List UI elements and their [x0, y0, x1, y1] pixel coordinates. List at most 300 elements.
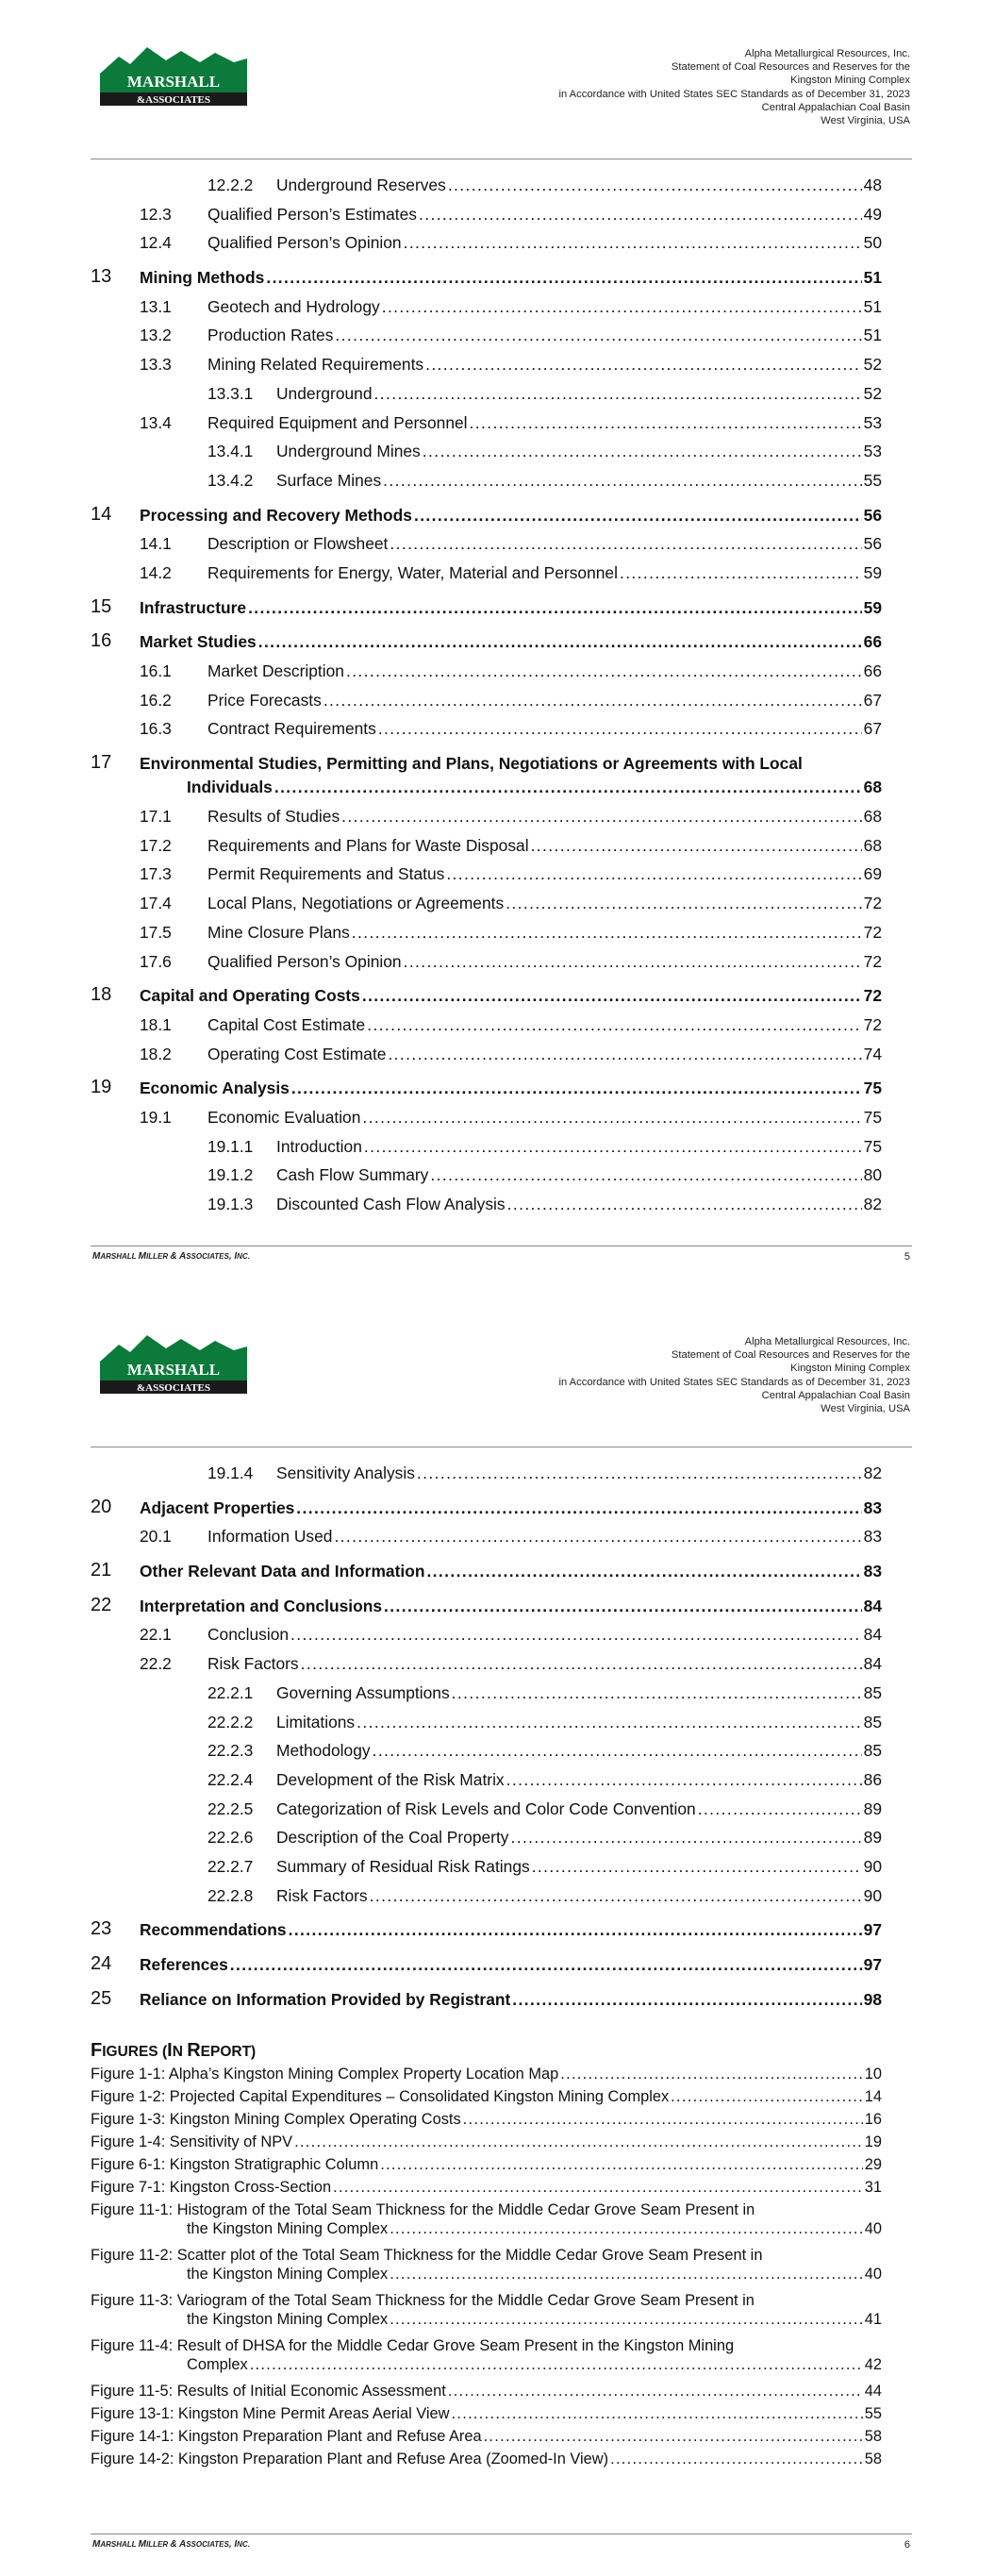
toc-number: 19.1: [140, 1107, 172, 1127]
toc-number: 25: [91, 1987, 112, 2009]
toc-title: Categorization of Risk Levels and Color Code Convention: [276, 1798, 696, 1818]
toc-title: Market Description: [207, 661, 344, 680]
toc-title: Mining Methods: [140, 268, 265, 288]
toc-title: Infrastructure: [140, 597, 247, 617]
toc-page: 66: [863, 632, 882, 652]
toc-number: 17.5: [140, 922, 172, 942]
toc-entry[interactable]: [91, 917, 882, 946]
figure-entry[interactable]: [91, 2066, 882, 2088]
toc-entry[interactable]: [91, 1707, 882, 1736]
toc-page: 67: [863, 690, 882, 710]
figure-page: 10: [864, 2066, 882, 2083]
leader-dots: [452, 1683, 862, 1703]
toc-number: 17.4: [140, 894, 172, 913]
toc-page: 53: [863, 442, 882, 461]
header-line: Alpha Metallurgical Resources, Inc.: [744, 1336, 910, 1347]
svg-text:&ASSOCIATES: &ASSOCIATES: [136, 1382, 211, 1394]
figure-title: Figure 11-1: Histogram of the Total Seam Thickness for the Middle Cedar Grove Seam Present in: [91, 2201, 755, 2218]
page-number: 5: [904, 1251, 910, 1263]
toc-entry[interactable]: [91, 1591, 882, 1620]
toc-number: 19.1.4: [207, 1464, 254, 1482]
figure-title: Figure 1-1: Alpha’s Kingston Mining Complex Property Location Map: [91, 2066, 559, 2083]
toc-page: 68: [863, 835, 882, 855]
leader-dots: [370, 1886, 862, 1906]
document-page-2: [0, 1288, 995, 2576]
toc-title: Geotech and Hydrology: [207, 296, 380, 316]
toc-page: 90: [863, 1885, 882, 1905]
toc-page: 82: [863, 1195, 882, 1213]
toc-title: Permit Requirements and Status: [207, 864, 445, 884]
leader-dots: [357, 1713, 862, 1732]
toc-number: 19.1.2: [207, 1165, 254, 1185]
figure-entry[interactable]: [91, 2088, 882, 2111]
leader-dots: [250, 2356, 863, 2374]
toc-title: Market Studies: [140, 632, 257, 652]
leader-dots: [294, 2133, 863, 2151]
figure-title-cont: the Kingston Mining Complex: [187, 2220, 389, 2237]
toc-entry[interactable]: [91, 465, 882, 494]
toc-title: Development of the Risk Matrix: [276, 1769, 505, 1789]
leader-dots: [291, 1079, 862, 1098]
toc-entry[interactable]: [91, 378, 882, 408]
figure-entry[interactable]: [91, 2201, 882, 2247]
toc-page: 52: [863, 383, 882, 403]
toc-page: 85: [863, 1741, 882, 1761]
figure-page: 58: [864, 2451, 882, 2467]
leader-dots: [333, 2179, 863, 2197]
toc-number: 20.1: [140, 1527, 172, 1547]
leader-dots: [463, 2111, 863, 2129]
toc-title: Cash Flow Summary: [276, 1165, 429, 1185]
toc-number: 19.1.1: [207, 1136, 254, 1156]
toc-page: 72: [863, 894, 882, 913]
toc-page: 84: [863, 1654, 882, 1674]
leader-dots: [334, 1527, 861, 1547]
toc-page: 75: [863, 1136, 882, 1156]
figure-title: Figure 7-1: Kingston Cross-Section: [91, 2179, 332, 2196]
leader-dots: [671, 2088, 863, 2106]
toc-entry[interactable]: [91, 1648, 882, 1678]
leader-dots: [423, 442, 862, 461]
toc-title: Production Rates: [207, 326, 334, 345]
toc-page: 69: [863, 864, 882, 884]
toc-entry[interactable]: [91, 1039, 882, 1068]
toc-entry[interactable]: [91, 1881, 882, 1910]
toc-title: Contract Requirements: [207, 719, 376, 739]
leader-dots: [384, 1597, 862, 1616]
toc-number: 13.4.2: [207, 470, 254, 490]
footer-company: MARSHALL MILLER & ASSOCIATES, INC.: [92, 1251, 250, 1262]
toc-title: Qualified Person’s Estimates: [207, 204, 417, 224]
toc-entry[interactable]: [91, 859, 882, 888]
toc-title: Local Plans, Negotiations or Agreements: [207, 894, 505, 913]
svg-text:MARSHALL: MARSHALL: [126, 73, 221, 91]
leader-dots: [364, 1137, 862, 1157]
figure-entry[interactable]: [91, 2111, 882, 2133]
leader-dots: [448, 2383, 863, 2400]
toc-number: 17.2: [140, 835, 172, 855]
figure-page: 31: [864, 2179, 882, 2196]
leader-dots: [362, 1108, 861, 1128]
toc-title: Results of Studies: [207, 807, 340, 827]
toc-entry[interactable]: [91, 888, 882, 917]
figure-entry[interactable]: [91, 2428, 882, 2451]
toc-entry[interactable]: [91, 1765, 882, 1794]
toc-number: 22: [91, 1594, 112, 1615]
marshall-miller-logo: [98, 1330, 249, 1397]
toc-entry[interactable]: [91, 1619, 882, 1648]
toc-number: 17.3: [140, 864, 172, 884]
toc-entry[interactable]: [91, 227, 882, 257]
toc-page: 85: [863, 1712, 882, 1731]
toc-page: 84: [863, 1596, 882, 1615]
figure-entry[interactable]: [91, 2247, 882, 2292]
toc-number: 14.2: [140, 562, 172, 582]
toc-title: Description of the Coal Property: [276, 1828, 509, 1848]
toc-number: 17.1: [140, 807, 172, 827]
toc-number: 13.4: [140, 412, 172, 432]
report-header: [558, 1335, 910, 1415]
toc-entry[interactable]: [91, 1010, 882, 1039]
figure-page: 41: [864, 2311, 882, 2328]
leader-dots: [380, 2156, 863, 2174]
table-of-contents: [91, 1458, 882, 2013]
toc-entry[interactable]: [91, 1131, 882, 1161]
toc-entry[interactable]: [91, 558, 882, 587]
leader-dots: [346, 661, 862, 681]
toc-title: Introduction: [276, 1136, 362, 1156]
toc-entry[interactable]: [91, 1493, 882, 1522]
figure-title: Figure 11-4: Result of DHSA for the Middle Cedar Grove Seam Present in the Kingston Mining: [91, 2337, 735, 2354]
toc-page: 89: [863, 1798, 882, 1818]
leader-dots: [430, 1165, 861, 1185]
toc-title: Conclusion: [207, 1625, 290, 1645]
toc-entry[interactable]: [91, 1458, 882, 1487]
figure-title: Figure 11-5: Results of Initial Economic Assessment: [91, 2383, 446, 2400]
leader-dots: [323, 691, 862, 711]
leader-dots: [374, 384, 862, 404]
toc-entry[interactable]: [91, 1160, 882, 1189]
toc-page: 51: [863, 268, 882, 288]
figure-page: 58: [864, 2428, 882, 2445]
leader-dots: [390, 534, 861, 554]
leader-dots: [362, 986, 862, 1006]
leader-dots: [452, 2405, 863, 2423]
toc-page: 53: [863, 412, 882, 432]
toc-entry[interactable]: [91, 1984, 882, 2014]
toc-page: 84: [863, 1625, 882, 1645]
figure-entry[interactable]: [91, 2292, 882, 2337]
toc-title: Limitations: [276, 1712, 356, 1731]
toc-title: Mine Closure Plans: [207, 922, 350, 942]
toc-entry[interactable]: [91, 349, 882, 378]
toc-entry[interactable]: [91, 627, 882, 656]
figures-heading: FIGURES (IN REPORT): [91, 2040, 257, 2061]
toc-title: Risk Factors: [207, 1654, 299, 1674]
toc-entry[interactable]: [91, 1521, 882, 1550]
toc-number: 22.2.4: [207, 1769, 254, 1789]
toc-entry[interactable]: [91, 1189, 882, 1218]
leader-dots: [414, 506, 862, 526]
figure-entry[interactable]: [91, 2156, 882, 2179]
toc-number: 16.3: [140, 719, 172, 739]
figure-page: 19: [864, 2133, 882, 2150]
leader-dots: [390, 2220, 863, 2238]
toc-entry[interactable]: [91, 1851, 882, 1881]
toc-page: 68: [863, 778, 882, 797]
toc-title: Description or Flowsheet: [207, 534, 389, 554]
toc-title: Discounted Cash Flow Analysis: [276, 1195, 506, 1213]
leader-dots: [426, 1562, 861, 1581]
toc-title: Capital Cost Estimate: [207, 1014, 366, 1034]
header-line: Kingston Mining Complex: [790, 75, 910, 87]
toc-page: 74: [863, 1044, 882, 1063]
leader-dots: [506, 894, 861, 913]
leader-dots: [419, 205, 862, 225]
toc-title: Surface Mines: [276, 470, 382, 490]
toc-title: Summary of Residual Risk Ratings: [276, 1856, 530, 1876]
leader-dots: [506, 1770, 862, 1790]
toc-page: 51: [863, 296, 882, 316]
toc-number: 13.3: [140, 355, 172, 375]
toc-entry[interactable]: [91, 685, 882, 714]
toc-entry[interactable]: [91, 199, 882, 228]
toc-entry[interactable]: [91, 292, 882, 321]
toc-number: 22.2.8: [207, 1885, 254, 1905]
toc-entry[interactable]: [91, 1735, 882, 1765]
toc-page: 56: [863, 534, 882, 554]
toc-title: References: [140, 1955, 228, 1974]
toc-title: Environmental Studies, Permitting and Plans, Negotiations or Agreements with Local: [140, 754, 803, 774]
toc-entry[interactable]: [91, 593, 882, 622]
toc-number: 24: [91, 1953, 112, 1974]
toc-entry[interactable]: [91, 262, 882, 292]
toc-number: 22.2.7: [207, 1856, 254, 1876]
toc-entry[interactable]: [91, 748, 882, 801]
leader-dots: [382, 297, 862, 317]
leader-dots: [531, 836, 862, 856]
leader-dots: [352, 923, 862, 943]
toc-entry[interactable]: [91, 528, 882, 558]
toc-page: 51: [863, 326, 882, 345]
toc-entry[interactable]: [91, 1794, 882, 1823]
toc-number: 14: [91, 503, 112, 525]
leader-dots: [367, 1015, 861, 1035]
leader-dots: [390, 2266, 863, 2283]
toc-title: Sensitivity Analysis: [276, 1464, 415, 1482]
toc-title: Price Forecasts: [207, 690, 322, 710]
toc-title: Economic Evaluation: [207, 1107, 361, 1127]
toc-number: 16: [91, 630, 112, 652]
toc-entry[interactable]: [91, 408, 882, 437]
toc-entry[interactable]: [91, 830, 882, 860]
toc-number: 18.2: [140, 1044, 172, 1063]
toc-number: 16.1: [140, 661, 172, 680]
leader-dots: [341, 807, 861, 827]
toc-title: Adjacent Properties: [140, 1497, 295, 1517]
figure-entry[interactable]: [91, 2383, 882, 2405]
toc-number: 17.6: [140, 951, 172, 971]
leader-dots: [301, 1654, 862, 1674]
toc-entry[interactable]: [91, 436, 882, 465]
toc-entry[interactable]: [91, 1073, 882, 1102]
leader-dots: [470, 413, 862, 433]
toc-page: 75: [863, 1107, 882, 1127]
figure-title: Figure 14-2: Kingston Preparation Plant and Refuse Area (Zoomed-In View): [91, 2451, 609, 2467]
leader-dots: [404, 952, 862, 972]
toc-number: 20: [91, 1496, 112, 1517]
figure-entry[interactable]: [91, 2451, 882, 2473]
toc-number: 22.1: [140, 1625, 172, 1645]
toc-number: 22.2.2: [207, 1712, 254, 1731]
header-line: Central Appalachian Coal Basin: [761, 1389, 910, 1401]
figure-title: Figure 1-4: Sensitivity of NPV: [91, 2133, 293, 2150]
leader-dots: [296, 1498, 861, 1518]
toc-title: Capital and Operating Costs: [140, 986, 360, 1006]
toc-page: 97: [863, 1955, 882, 1974]
toc-page: 49: [863, 204, 882, 224]
toc-entry[interactable]: [91, 1822, 882, 1851]
leader-dots: [484, 2428, 863, 2446]
footer-company: MARSHALL MILLER & ASSOCIATES, INC.: [92, 2539, 250, 2550]
toc-title: Reliance on Information Provided by Registrant: [140, 1989, 511, 2009]
toc-title: Mining Related Requirements: [207, 355, 424, 375]
toc-number: 22.2.1: [207, 1682, 254, 1702]
toc-number: 13.3.1: [207, 383, 254, 403]
toc-page: 90: [863, 1856, 882, 1876]
toc-page: 83: [863, 1527, 882, 1547]
toc-page: 52: [863, 355, 882, 375]
toc-page: 56: [863, 505, 882, 525]
toc-entry[interactable]: [91, 1102, 882, 1131]
toc-entry[interactable]: [91, 656, 882, 685]
page-number: 6: [904, 2539, 910, 2551]
figure-page: 14: [864, 2088, 882, 2105]
figure-title-cont: the Kingston Mining Complex: [187, 2311, 389, 2328]
toc-page: 67: [863, 719, 882, 739]
toc-title: Underground Reserves: [276, 176, 446, 194]
toc-number: 12.4: [140, 233, 172, 253]
toc-entry[interactable]: [91, 1556, 882, 1585]
toc-entry[interactable]: [91, 801, 882, 830]
toc-entry[interactable]: [91, 320, 882, 349]
toc-page: 85: [863, 1682, 882, 1702]
leader-dots: [390, 2311, 863, 2329]
figure-entry[interactable]: [91, 2405, 882, 2428]
toc-number: 12.3: [140, 204, 172, 224]
toc-title: Governing Assumptions: [276, 1682, 450, 1702]
header-line: in Accordance with United States SEC Standards as of December 31, 2023: [558, 1376, 910, 1388]
leader-dots: [610, 2451, 863, 2468]
leader-dots: [512, 1990, 861, 2010]
figure-title: Figure 6-1: Kingston Stratigraphic Column: [91, 2156, 379, 2173]
leader-dots: [289, 1920, 862, 1940]
leader-dots: [417, 1464, 862, 1483]
toc-title: Qualified Person’s Opinion: [207, 233, 402, 253]
toc-number: 22.2.5: [207, 1798, 254, 1818]
table-of-contents: [91, 170, 882, 1218]
leader-dots: [510, 1828, 861, 1848]
toc-page: 80: [863, 1165, 882, 1185]
toc-page: 89: [863, 1828, 882, 1848]
toc-entry[interactable]: [91, 500, 882, 529]
toc-page: 83: [863, 1497, 882, 1517]
figure-page: 29: [864, 2156, 882, 2173]
toc-title: Qualified Person’s Opinion: [207, 951, 402, 971]
figure-title-cont: Complex: [187, 2356, 248, 2373]
toc-entry[interactable]: [91, 946, 882, 976]
toc-number: 15: [91, 595, 112, 617]
figure-title: Figure 1-3: Kingston Mining Complex Operating Costs: [91, 2111, 461, 2128]
header-line: Alpha Metallurgical Resources, Inc.: [744, 48, 910, 59]
figure-entry[interactable]: [91, 2179, 882, 2201]
toc-title: Underground Mines: [276, 442, 421, 461]
figure-page: 42: [864, 2356, 882, 2373]
figure-page: 44: [864, 2383, 882, 2400]
leader-dots: [620, 563, 862, 583]
leader-dots: [448, 176, 862, 195]
toc-entry[interactable]: [91, 170, 882, 199]
toc-title: Methodology: [276, 1741, 371, 1761]
list-of-figures: [91, 2066, 882, 2473]
toc-title: Requirements and Plans for Waste Disposal: [207, 835, 529, 855]
report-header: [558, 47, 910, 127]
leader-dots: [378, 719, 862, 739]
header-line: West Virginia, USA: [821, 115, 910, 127]
header-line: West Virginia, USA: [821, 1403, 910, 1415]
toc-entry[interactable]: [91, 1915, 882, 1944]
toc-entry[interactable]: [91, 980, 882, 1010]
toc-page: 68: [863, 807, 882, 827]
toc-entry[interactable]: [91, 713, 882, 743]
toc-page: 48: [863, 176, 882, 194]
toc-page: 50: [863, 233, 882, 253]
figure-entry[interactable]: [91, 2133, 882, 2156]
figure-entry[interactable]: [91, 2337, 882, 2383]
leader-dots: [248, 598, 862, 618]
toc-page: 86: [863, 1769, 882, 1789]
leader-dots: [446, 864, 861, 884]
toc-entry[interactable]: [91, 1678, 882, 1707]
leader-dots: [698, 1799, 862, 1819]
toc-number: 13.4.1: [207, 442, 254, 461]
header-line: Statement of Coal Resources and Reserves for the: [671, 1349, 910, 1362]
toc-number: 18.1: [140, 1014, 172, 1034]
toc-title: Required Equipment and Personnel: [207, 412, 468, 432]
toc-page: 55: [863, 470, 882, 490]
figure-title: Figure 14-1: Kingston Preparation Plant and Refuse Area: [91, 2428, 482, 2445]
toc-entry[interactable]: [91, 1949, 882, 1979]
toc-title-cont: Individuals: [187, 778, 273, 797]
toc-page: 66: [863, 661, 882, 680]
toc-number: 16.2: [140, 690, 172, 710]
toc-number: 22.2: [140, 1654, 172, 1674]
leader-dots: [290, 1625, 862, 1645]
toc-number: 23: [91, 1918, 112, 1940]
figure-title: Figure 11-3: Variogram of the Total Seam Thickness for the Middle Cedar Grove Seam Present in: [91, 2292, 755, 2309]
toc-title: Economic Analysis: [140, 1079, 290, 1098]
toc-title: Interpretation and Conclusions: [140, 1596, 383, 1615]
toc-page: 83: [863, 1562, 882, 1581]
leader-dots: [373, 1741, 862, 1761]
leader-dots: [388, 1045, 861, 1064]
leader-dots: [532, 1857, 862, 1877]
figure-title-cont: the Kingston Mining Complex: [187, 2266, 389, 2283]
leader-dots: [404, 233, 862, 253]
figure-page: 55: [864, 2405, 882, 2422]
toc-number: 14.1: [140, 534, 172, 554]
header-line: Kingston Mining Complex: [790, 1363, 910, 1375]
